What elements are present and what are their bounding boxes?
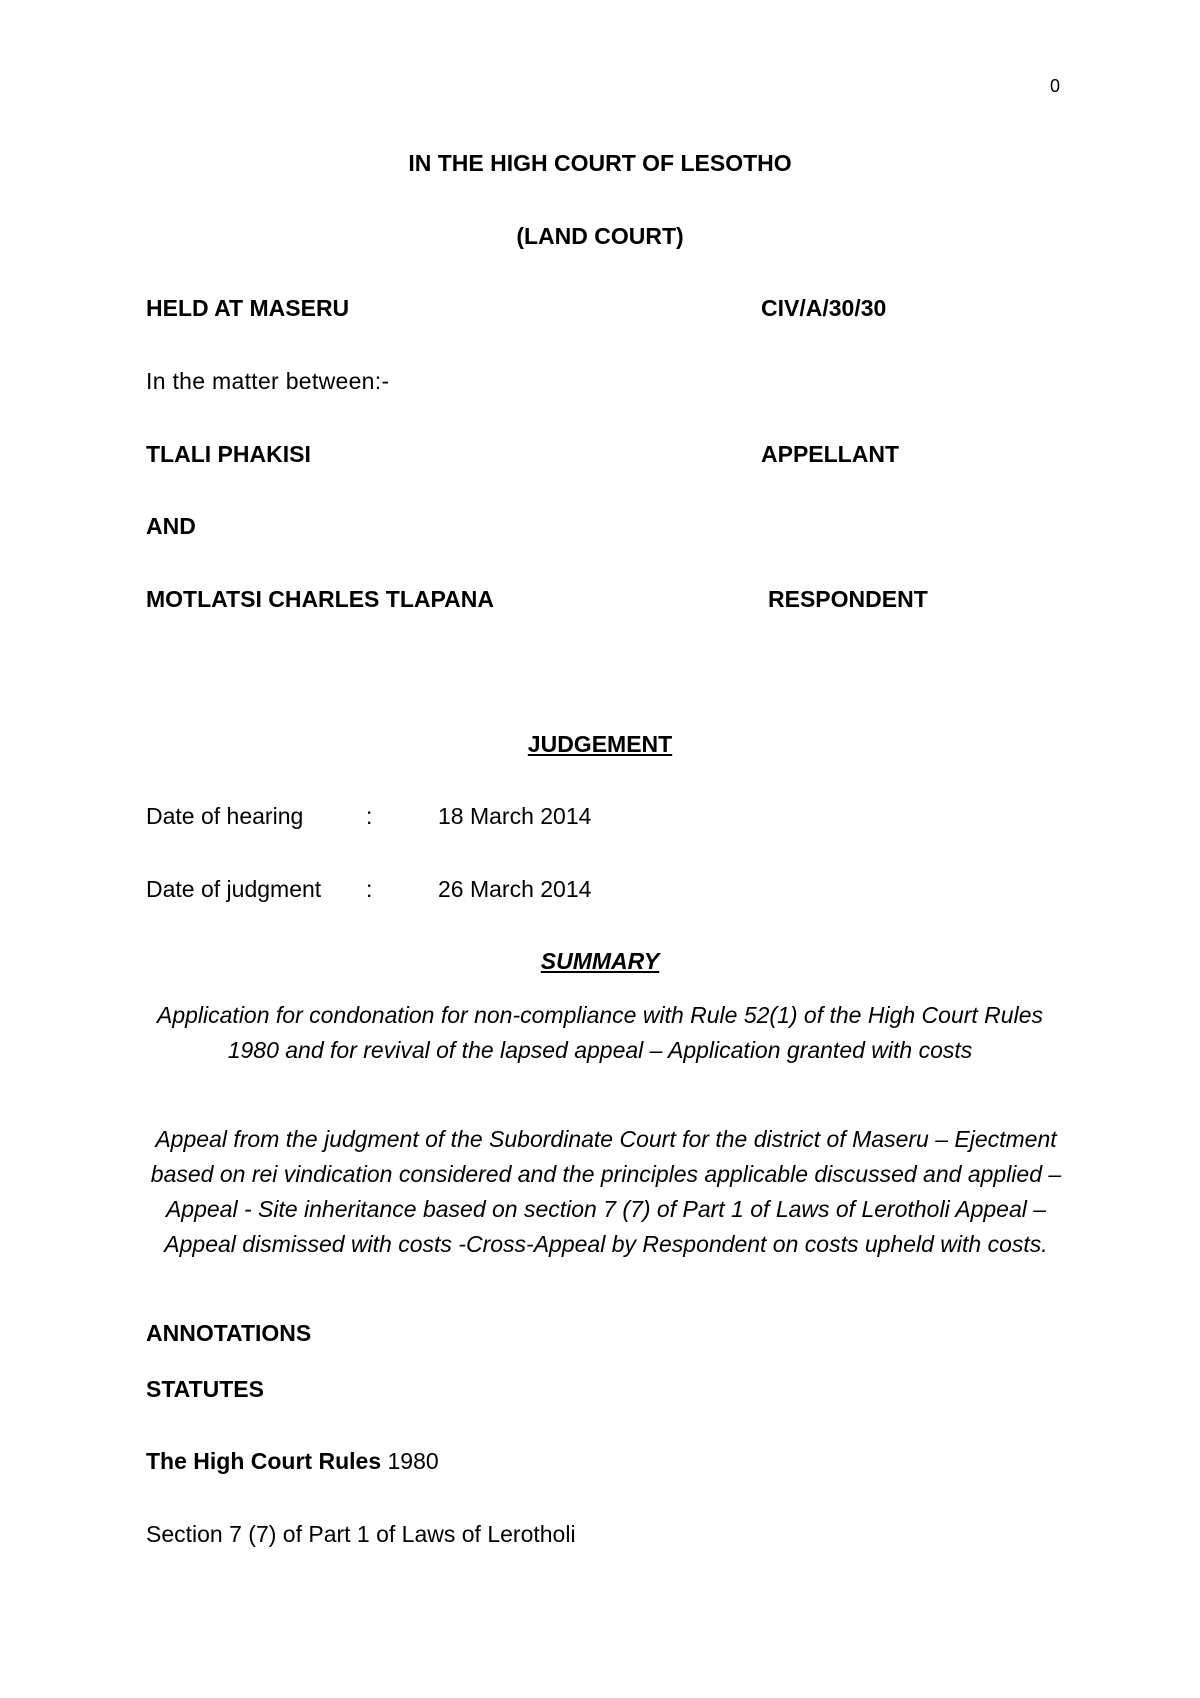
court-title: IN THE HIGH COURT OF LESOTHO [408,150,792,176]
judgment-date-value: 26 March 2014 [438,876,592,902]
annotations-heading: ANNOTATIONS [146,1320,312,1346]
and-conjunction: AND [146,513,196,539]
hearing-date-colon: : [366,803,373,829]
summary-heading: SUMMARY [540,948,660,974]
hearing-date-value: 18 March 2014 [438,803,592,829]
judgement-heading: JUDGEMENT [527,731,673,757]
judgment-date-label: Date of judgment [146,876,322,902]
statute-high-court-rules-year: 1980 [381,1448,439,1474]
case-number: CIV/A/30/30 [761,295,887,321]
statute-laws-of-lerotholi: Section 7 (7) of Part 1 of Laws of Lerotholi [146,1521,576,1547]
court-division-text: (LAND COURT) [516,223,684,249]
hearing-date-label: Date of hearing [146,803,304,829]
appellant-role: APPELLANT [761,441,899,467]
page-number: 0 [1050,76,1061,96]
statute-high-court-rules [146,1448,439,1476]
appellant-name: TLALI PHAKISI [146,441,311,467]
statutes-heading: STATUTES [146,1376,264,1402]
statute-high-court-rules-title: The High Court Rules [146,1448,382,1474]
respondent-name: MOTLATSI CHARLES TLAPANA [146,586,494,612]
matter-intro: In the matter between:- [146,368,390,394]
held-at: HELD AT MASERU [146,295,350,321]
court-division [0,223,1200,251]
judgment-date-colon: : [366,876,373,902]
summary-paragraph-2: Appeal from the judgment of the Subordinate Court for the district of Maseru – Ejectment based on rei vindication considered and the principles applicable discussed and applied – Appeal - Site inheritance based on section 7 (7) of Part 1 of Laws of Lerotholi Appeal – Appeal dismissed with costs -Cross-Appeal by Respondent on costs upheld with costs. [150,1126,1062,1257]
respondent-role: RESPONDENT [768,586,928,612]
summary-paragraph-1: Application for condonation for non-compliance with Rule 52(1) of the High Court Rules 1980 and for revival of the lapsed appeal – Application granted with costs [157,1002,1043,1063]
